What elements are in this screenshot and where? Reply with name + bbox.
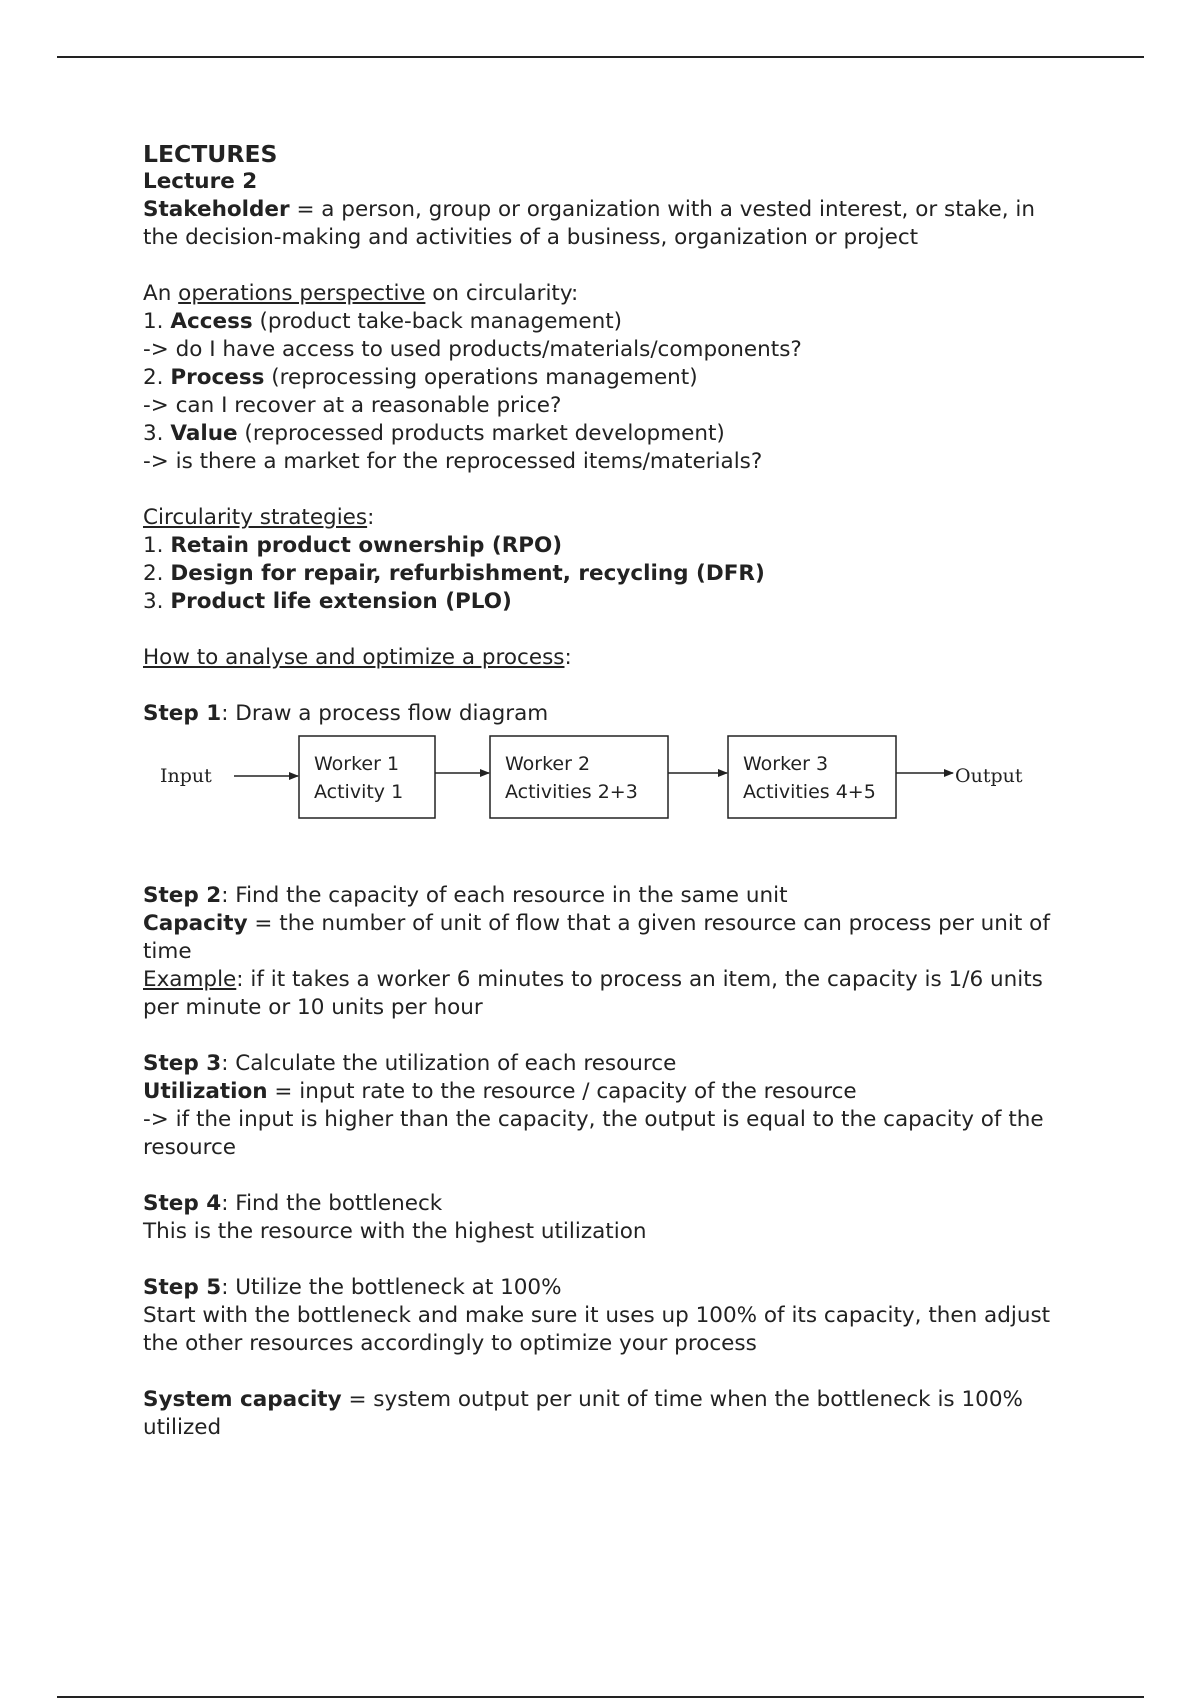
- worker-1-activity: Activity 1: [314, 781, 404, 803]
- step-label: Step 3: [143, 1051, 222, 1076]
- strategy-item: [143, 588, 1073, 616]
- bottleneck-note: This is the resource with the highest utilization: [143, 1219, 647, 1244]
- list-question: -> do I have access to used products/materials/components?: [143, 337, 802, 362]
- item-number: 1.: [143, 309, 171, 334]
- strategy-label: Design for repair, refurbishment, recycling (DFR): [170, 561, 765, 586]
- capacity-text: = the number of unit of flow that a given resource can process per unit of time: [143, 911, 1050, 964]
- system-capacity-term: System capacity: [143, 1387, 342, 1412]
- strategies-colon: :: [367, 505, 375, 530]
- step-label: Step 2: [143, 883, 222, 908]
- step-text: : Draw a process flow diagram: [221, 701, 549, 726]
- diagram-output-label: Output: [955, 765, 1023, 787]
- step-text: : Find the bottleneck: [221, 1191, 443, 1216]
- strategy-item: [143, 560, 1073, 588]
- step-text: : Utilize the bottleneck at 100%: [221, 1275, 562, 1300]
- analyse-title: [143, 644, 1073, 672]
- utilization-note: -> if the input is higher than the capacity, the output is equal to the capacity of the resource: [143, 1107, 1044, 1160]
- item-number: 3.: [143, 589, 171, 614]
- process-flow-diagram: [143, 732, 1073, 882]
- stakeholder-text: = a person, group or organization with a vested interest, or stake, in the decision-making and activities of a business, organization or project: [143, 197, 1036, 250]
- worker-3-box: [728, 736, 896, 818]
- strategies-title-text: Circularity strategies: [143, 505, 368, 530]
- item-term: Process: [170, 365, 265, 390]
- analyse-title-text: How to analyse and optimize a process: [143, 645, 565, 670]
- step-5-note: Start with the bottleneck and make sure it uses up 100% of its capacity, then adjust the other resources accordingly to optimize your process: [143, 1303, 1051, 1356]
- capacity-definition: [143, 910, 1073, 966]
- strategy-item: [143, 532, 1073, 560]
- ops-intro-suffix: on circularity:: [425, 281, 579, 306]
- analyse-colon: :: [564, 645, 572, 670]
- item-term: Access: [170, 309, 253, 334]
- worker-1-name: Worker 1: [314, 753, 400, 775]
- list-question: -> can I recover at a reasonable price?: [143, 393, 562, 418]
- utilization-term: Utilization: [143, 1079, 268, 1104]
- diagram-input-label: Input: [160, 765, 212, 787]
- capacity-example: [143, 966, 1073, 1022]
- worker-2-name: Worker 2: [505, 753, 591, 775]
- bottom-rule: [57, 1696, 1144, 1698]
- document-body: [143, 140, 1073, 1442]
- step-4: [143, 1190, 1073, 1218]
- ops-intro-underlined: operations perspective: [178, 281, 426, 306]
- item-desc: (product take-back management): [252, 309, 623, 334]
- process-flow-svg: [0, 732, 1200, 882]
- step-label: Step 5: [143, 1275, 222, 1300]
- step-2: [143, 882, 1073, 910]
- stakeholder-term: Stakeholder: [143, 197, 290, 222]
- step-1: [143, 700, 1073, 728]
- step-5: [143, 1274, 1073, 1302]
- list-item: [143, 308, 1073, 336]
- step-text: : Find the capacity of each resource in the same unit: [221, 883, 788, 908]
- strategies-title: [143, 504, 1073, 532]
- ops-intro: [143, 280, 1073, 308]
- step-text: : Calculate the utilization of each resource: [221, 1051, 677, 1076]
- item-number: 1.: [143, 533, 171, 558]
- worker-3-activity: Activities 4+5: [743, 781, 876, 803]
- page-heading: LECTURES: [143, 140, 278, 168]
- worker-2-box: [490, 736, 668, 818]
- step-label: Step 1: [143, 701, 222, 726]
- top-rule: [57, 56, 1144, 58]
- item-term: Value: [170, 421, 238, 446]
- item-desc: (reprocessing operations management): [264, 365, 698, 390]
- lecture-title: Lecture 2: [143, 169, 258, 194]
- capacity-term: Capacity: [143, 911, 248, 936]
- step-3: [143, 1050, 1073, 1078]
- system-capacity-definition: [143, 1386, 1073, 1442]
- worker-2-activity: Activities 2+3: [505, 781, 638, 803]
- stakeholder-definition: [143, 196, 1073, 252]
- worker-3-name: Worker 3: [743, 753, 829, 775]
- ops-intro-prefix: An: [143, 281, 179, 306]
- strategy-label: Product life extension (PLO): [170, 589, 512, 614]
- list-question: -> is there a market for the reprocessed items/materials?: [143, 449, 763, 474]
- list-item: [143, 420, 1073, 448]
- item-number: 2.: [143, 561, 171, 586]
- item-number: 3.: [143, 421, 171, 446]
- example-text: : if it takes a worker 6 minutes to process an item, the capacity is 1/6 units per minute or 10 units per hour: [143, 967, 1043, 1020]
- item-desc: (reprocessed products market development): [237, 421, 725, 446]
- worker-1-box: [299, 736, 435, 818]
- item-number: 2.: [143, 365, 171, 390]
- utilization-text: = input rate to the resource / capacity of the resource: [267, 1079, 857, 1104]
- example-label: Example: [143, 967, 237, 992]
- system-capacity-text: = system output per unit of time when the bottleneck is 100% utilized: [143, 1387, 1023, 1440]
- utilization-definition: [143, 1078, 1073, 1106]
- strategy-label: Retain product ownership (RPO): [170, 533, 563, 558]
- list-item: [143, 364, 1073, 392]
- step-label: Step 4: [143, 1191, 222, 1216]
